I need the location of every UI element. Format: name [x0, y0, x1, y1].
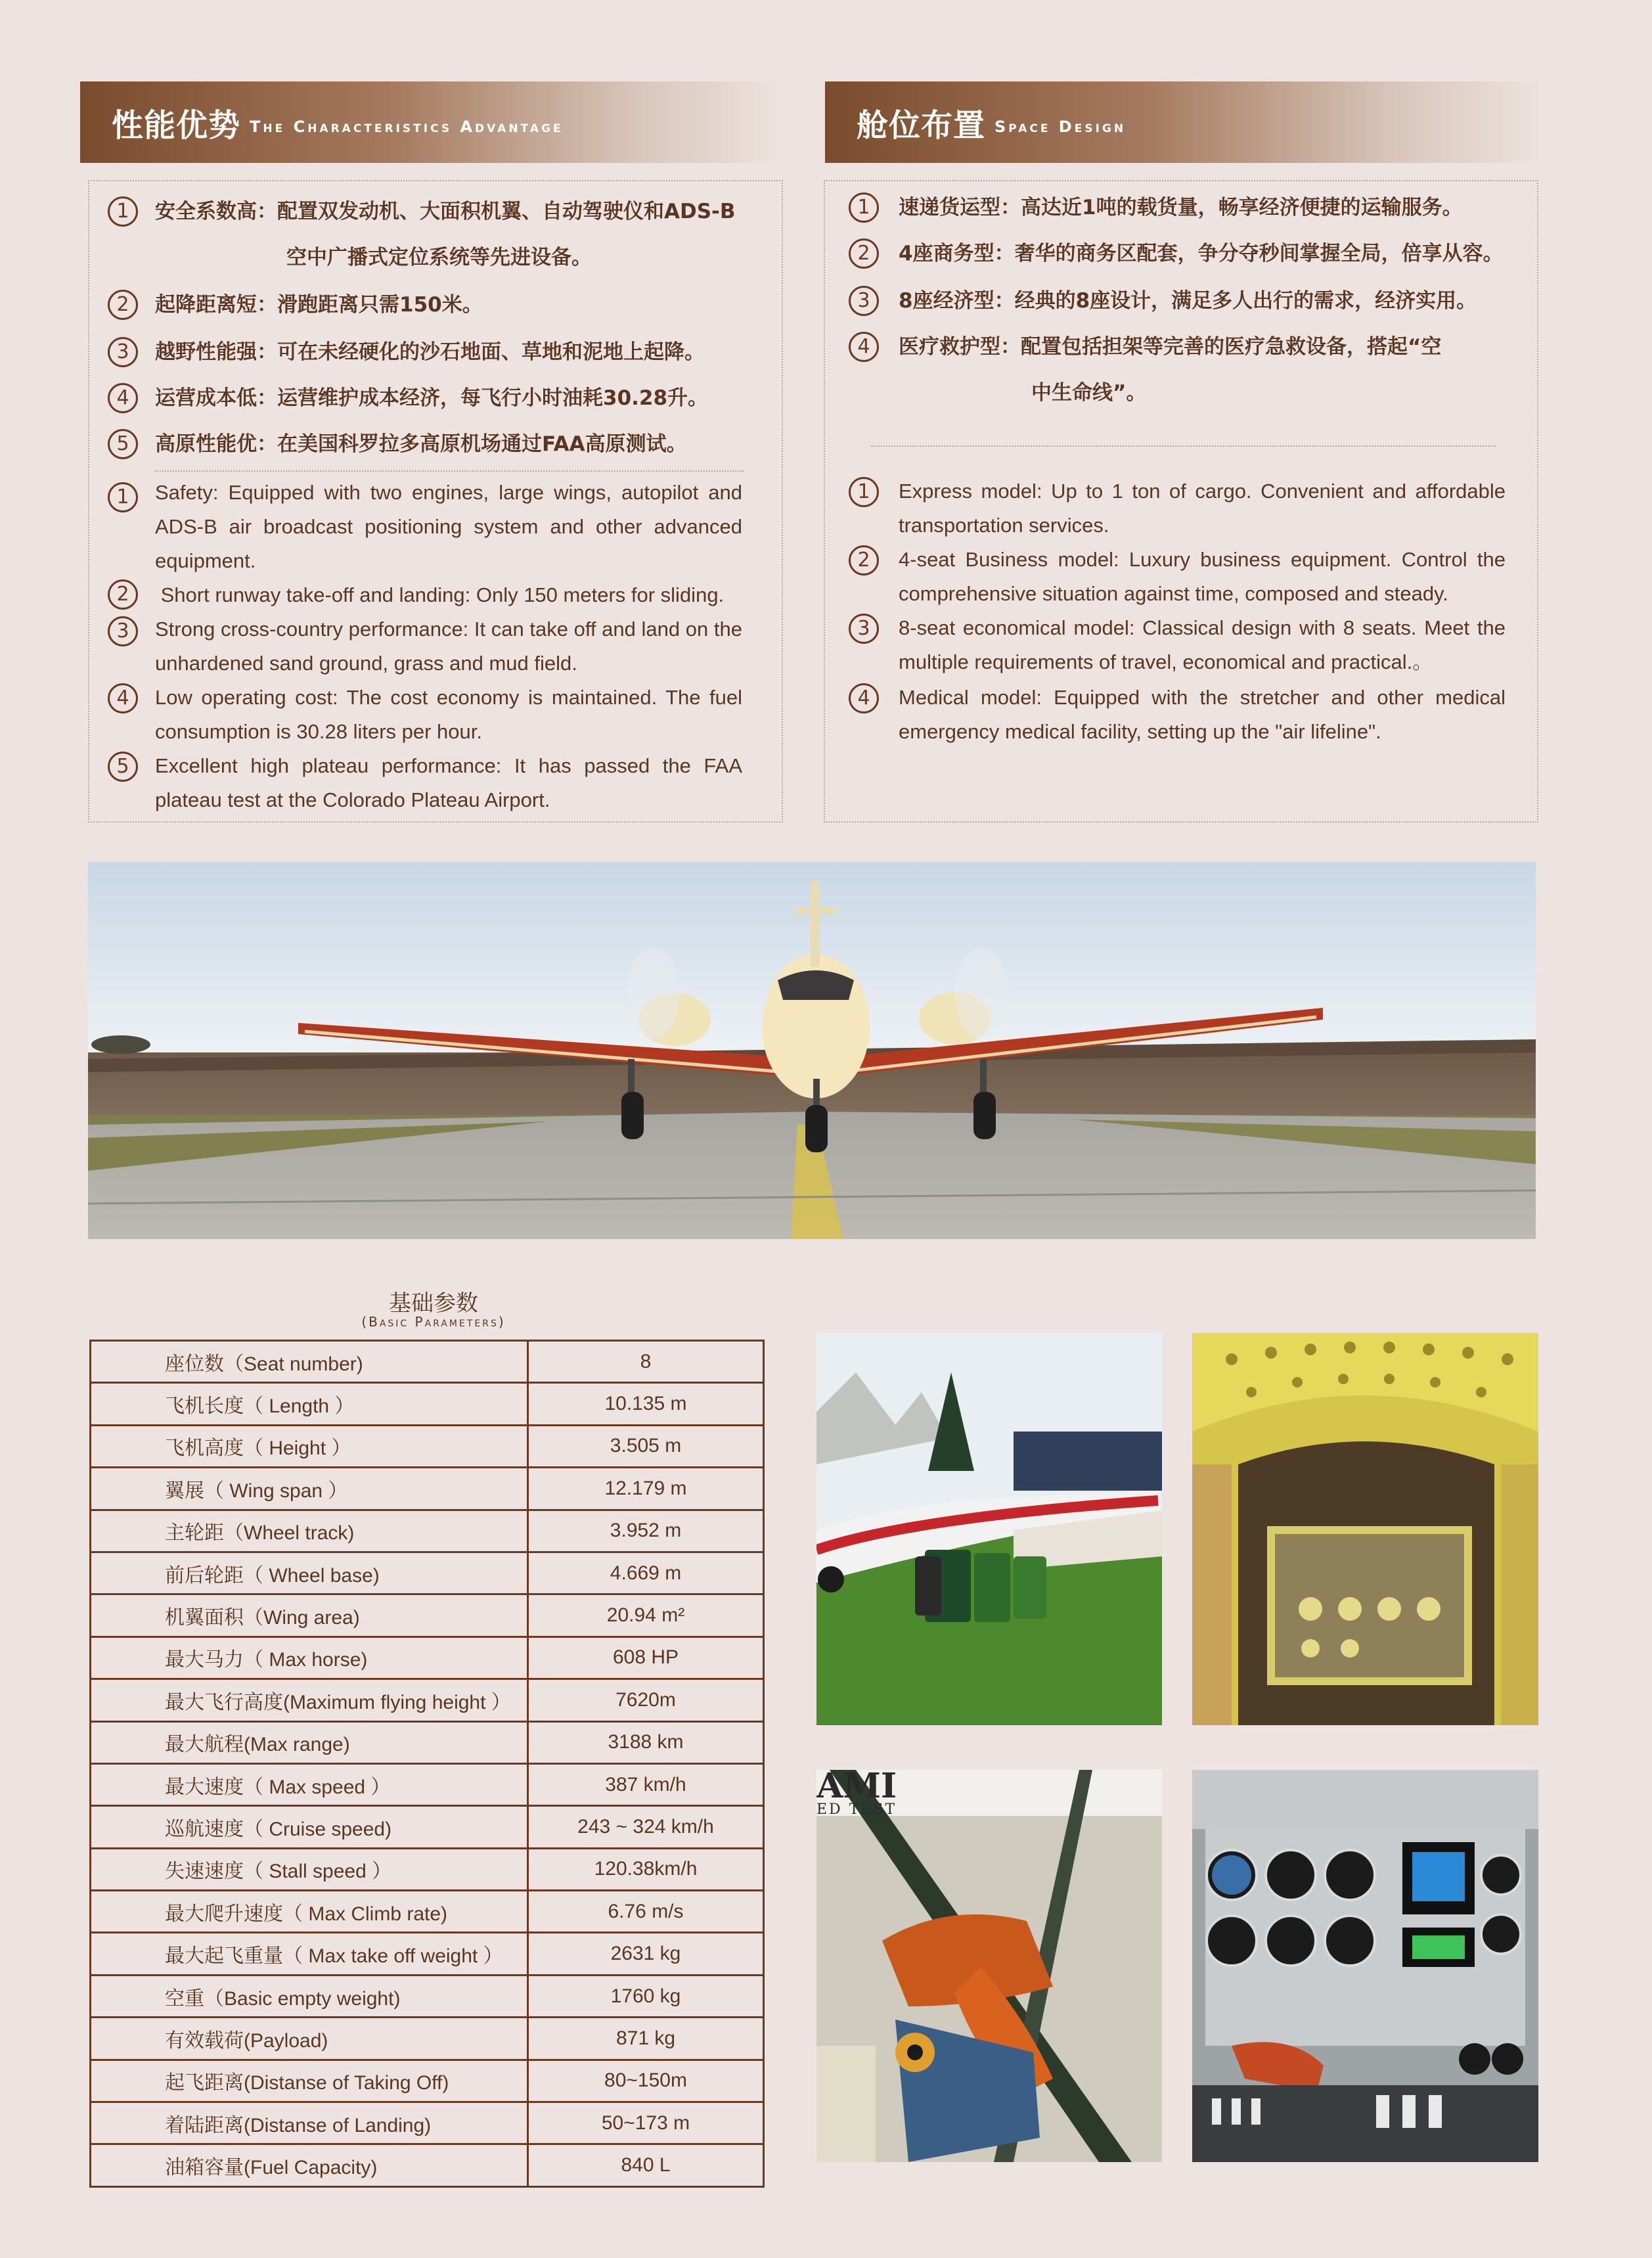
param-value: 12.179 m — [528, 1468, 764, 1510]
char-zh-item-2-line1: 起降距离短：滑跑距离只需150米。 — [155, 293, 483, 317]
space-zh-item-2-line1: 4座商务型：奢华的商务区配套，争分夺秒间掌握全局，倍享从容。 — [899, 242, 1504, 265]
table-row — [91, 1763, 764, 1805]
table-row — [91, 1383, 764, 1425]
table-row — [91, 1891, 764, 1933]
param-value: 608 HP — [528, 1637, 764, 1679]
param-name: 前后轮距（ Wheel base) — [91, 1552, 528, 1594]
param-value: 2631 kg — [528, 1933, 764, 1975]
number-circle-icon: 4 — [849, 332, 879, 362]
number-circle-icon: 4 — [108, 683, 138, 713]
char-zh-item-1 — [108, 194, 771, 275]
param-name: 最大马力（ Max horse) — [91, 1637, 528, 1679]
char-en-item-2-text: Short runway take-off and landing: Only 150 meters for sliding. — [155, 583, 725, 606]
params-title-en: (Basic Parameters) — [361, 1314, 506, 1330]
airplane-runway-photo — [88, 862, 1536, 1239]
param-name: 最大速度（ Max speed ） — [91, 1763, 528, 1805]
space-zh-item-3-line1: 8座经济型：经典的8座设计，满足多人出行的需求，经济实用。 — [899, 289, 1477, 313]
char-zh-item-5 — [108, 427, 771, 461]
crash-test-dummy-photo — [816, 1770, 1162, 2162]
characteristics-title-en: The Characteristics Advantage — [250, 118, 564, 136]
param-name: 油箱容量(Fuel Capacity) — [91, 2144, 528, 2186]
number-circle-icon: 2 — [108, 290, 138, 320]
number-circle-icon: 4 — [108, 383, 138, 413]
param-value: 4.669 m — [528, 1552, 764, 1594]
param-value: 50~173 m — [528, 2102, 764, 2144]
param-name: 最大起飞重量（ Max take off weight ） — [91, 1933, 528, 1975]
param-value: 20.94 m² — [528, 1594, 764, 1637]
param-name: 飞机高度（ Height ） — [91, 1425, 528, 1467]
table-row — [91, 2144, 764, 2186]
space-divider — [871, 445, 1496, 447]
param-name: 有效载荷(Payload) — [91, 2018, 528, 2060]
planes-on-grass-photo — [816, 1333, 1162, 1725]
number-circle-icon: 3 — [108, 616, 138, 646]
number-circle-icon: 4 — [849, 683, 879, 713]
table-row — [91, 2018, 764, 2060]
number-circle-icon: 2 — [108, 579, 138, 610]
space-en-item-4-text: Medical model: Equipped with the stretcher and other medical emergency medical facility, setting up the "air lifeline". — [899, 686, 1506, 743]
param-value: 7620m — [528, 1679, 764, 1721]
char-zh-item-4 — [108, 381, 771, 415]
param-name: 主轮距（Wheel track) — [91, 1510, 528, 1552]
number-circle-icon: 5 — [108, 429, 138, 459]
param-value: 6.76 m/s — [528, 1891, 764, 1933]
param-name: 巡航速度（ Cruise speed) — [91, 1806, 528, 1848]
space-title-zh: 舱位布置 — [857, 106, 986, 144]
characteristics-title-zh: 性能优势 — [112, 106, 241, 144]
param-name: 座位数（Seat number) — [91, 1341, 528, 1383]
number-circle-icon: 1 — [849, 477, 879, 507]
param-name: 最大飞行高度(Maximum flying height ） — [91, 1679, 528, 1721]
param-name: 着陆距离(Distanse of Landing) — [91, 2102, 528, 2144]
number-circle-icon: 1 — [108, 482, 138, 512]
number-circle-icon: 5 — [108, 752, 138, 782]
char-zh-item-3-line1: 越野性能强：可在未经硬化的沙石地面、草地和泥地上起降。 — [155, 340, 705, 364]
char-en-item-5 — [108, 749, 742, 817]
params-table — [89, 1340, 765, 2188]
table-row — [91, 1637, 764, 1679]
table-row — [91, 1425, 764, 1467]
param-name: 失速速度（ Stall speed ） — [91, 1848, 528, 1890]
char-en-item-1-text: Safety: Equipped with two engines, large wings, autopilot and ADS-B air broadcast positioning system and other advanced equipment. — [155, 481, 742, 572]
space-en-item-1-text: Express model: Up to 1 ton of cargo. Convenient and affordable transportation services. — [899, 480, 1506, 537]
param-value: 871 kg — [528, 2018, 764, 2060]
param-value: 1760 kg — [528, 1975, 764, 2017]
params-title-zh: 基础参数 — [389, 1290, 478, 1317]
char-en-item-2 — [108, 578, 742, 612]
table-row — [91, 1594, 764, 1637]
table-row — [91, 2060, 764, 2102]
space-en-item-4 — [849, 681, 1506, 749]
param-name: 起飞距离(Distanse of Taking Off) — [91, 2060, 528, 2102]
param-value: 387 km/h — [528, 1763, 764, 1805]
param-name: 翼展（ Wing span ） — [91, 1468, 528, 1510]
space-en-item-1 — [849, 474, 1506, 543]
char-en-item-4 — [108, 681, 742, 749]
number-circle-icon: 1 — [108, 196, 138, 227]
space-zh-item-4-line2: 中生命线”。 — [1031, 381, 1147, 405]
space-en-item-2-text: 4-seat Business model: Luxury business equipment. Control the comprehensive situation against time, composed and steady. — [899, 548, 1506, 605]
space-title-en: Space Design — [994, 118, 1127, 136]
char-en-item-4-text: Low operating cost: The cost economy is maintained. The fuel consumption is 30.28 liters per hour. — [155, 686, 742, 743]
param-value: 840 L — [528, 2144, 764, 2186]
param-value: 3.952 m — [528, 1510, 764, 1552]
table-row — [91, 1679, 764, 1721]
param-value: 3188 km — [528, 1721, 764, 1763]
char-en-item-5-text: Excellent high plateau performance: It has passed the FAA plateau test at the Colorado Plateau Airport. — [155, 754, 742, 811]
space-header — [825, 81, 1538, 163]
space-zh-item-4-line1: 医疗救护型：配置包括担架等完善的医疗急救设备，搭起“空 — [899, 335, 1442, 359]
char-zh-item-1-line2: 空中广播式定位系统等先进设备。 — [286, 246, 592, 269]
char-zh-item-4-line1: 运营成本低：运营维护成本经济，每飞行小时油耗30.28升。 — [155, 386, 709, 410]
param-name: 飞机长度（ Length ） — [91, 1383, 528, 1425]
table-row — [91, 1975, 764, 2017]
space-zh-item-2 — [849, 237, 1532, 271]
char-zh-item-2 — [108, 288, 771, 322]
characteristics-header — [80, 81, 776, 163]
characteristics-divider — [155, 470, 744, 472]
table-row — [91, 1510, 764, 1552]
space-zh-item-4 — [849, 330, 1532, 410]
table-row — [91, 1721, 764, 1763]
table-row — [91, 2102, 764, 2144]
param-value: 243 ~ 324 km/h — [528, 1806, 764, 1848]
param-value: 80~150m — [528, 2060, 764, 2102]
param-name: 机翼面积（Wing area) — [91, 1594, 528, 1637]
char-zh-item-5-line1: 高原性能优：在美国科罗拉多高原机场通过FAA高原测试。 — [155, 432, 687, 456]
table-row — [91, 1933, 764, 1975]
space-en-item-3 — [849, 611, 1506, 679]
param-value: 3.505 m — [528, 1425, 764, 1467]
number-circle-icon: 3 — [849, 614, 879, 644]
cockpit-frame-photo — [1192, 1333, 1538, 1725]
param-name: 空重（Basic empty weight) — [91, 1975, 528, 2017]
space-en-item-2 — [849, 543, 1506, 611]
instrument-panel-photo — [1192, 1770, 1538, 2162]
space-zh-item-1-line1: 速递货运型：高达近1吨的载货量，畅享经济便捷的运输服务。 — [899, 196, 1463, 219]
char-zh-item-1-line1: 安全系数高：配置双发动机、大面积机翼、自动驾驶仪和ADS-B — [155, 200, 736, 223]
number-circle-icon: 3 — [849, 286, 879, 316]
param-value: 10.135 m — [528, 1383, 764, 1425]
hangar-sign-sub: ED TEST — [816, 1801, 897, 1818]
space-en-item-3-text: 8-seat economical model: Classical design with 8 seats. Meet the multiple requirements of travel, economical and practical.。 — [899, 616, 1506, 673]
space-zh-item-1 — [849, 191, 1532, 225]
table-row — [91, 1806, 764, 1848]
number-circle-icon: 1 — [849, 192, 879, 223]
number-circle-icon: 2 — [849, 545, 879, 576]
space-zh-item-3 — [849, 284, 1532, 318]
number-circle-icon: 2 — [849, 238, 879, 269]
hangar-sign: AMI — [816, 1770, 897, 1806]
table-row — [91, 1468, 764, 1510]
table-row — [91, 1552, 764, 1594]
param-value: 8 — [528, 1341, 764, 1383]
char-en-item-1 — [108, 476, 742, 578]
char-en-item-3 — [108, 612, 742, 681]
param-value: 120.38km/h — [528, 1848, 764, 1890]
char-en-item-3-text: Strong cross-country performance: It can take off and land on the unhardened sand ground, grass and mud field. — [155, 618, 742, 675]
table-row — [91, 1341, 764, 1383]
table-row — [91, 1848, 764, 1890]
param-name: 最大爬升速度（ Max Climb rate) — [91, 1891, 528, 1933]
param-name: 最大航程(Max range) — [91, 1721, 528, 1763]
number-circle-icon: 3 — [108, 337, 138, 367]
char-zh-item-3 — [108, 335, 771, 369]
